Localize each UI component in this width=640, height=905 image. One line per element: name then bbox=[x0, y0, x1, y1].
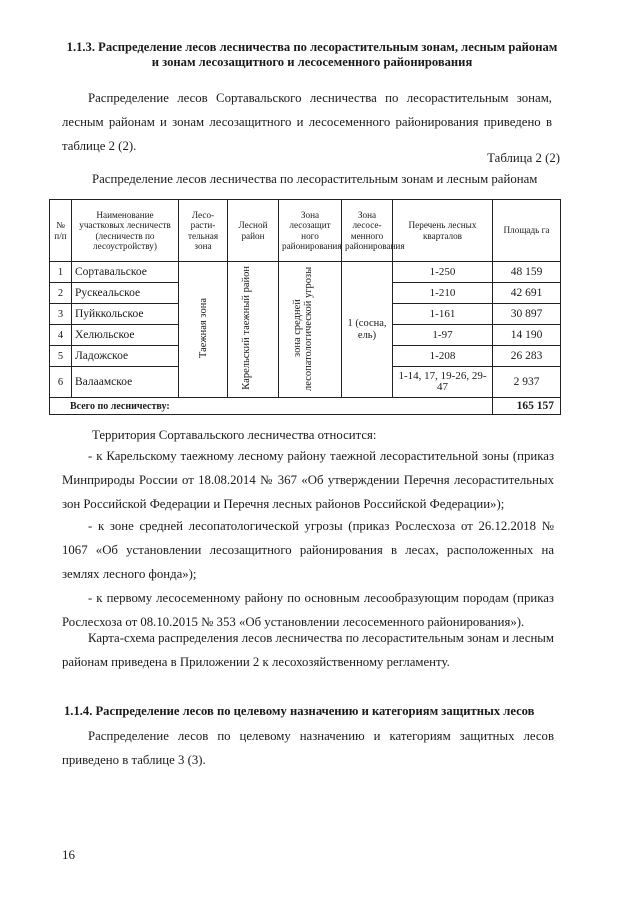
merged-protection-text: зона средней лесопатологической угрозы bbox=[292, 265, 314, 391]
row-quarters: 1-210 bbox=[393, 283, 493, 304]
section-113-title-line2: и зонам лесозащитного и лесосеменного районирования bbox=[151, 55, 473, 69]
merged-zone-cell bbox=[179, 262, 228, 398]
table-header-row bbox=[50, 200, 561, 262]
row-name: Пуйккольское bbox=[72, 304, 179, 325]
section-113-title-line1: 1.1.3. Распределение лесов лесничества по лесорастительным зонам, лесным районам bbox=[66, 40, 558, 54]
header-quarters: Перечень лесных кварталов bbox=[393, 200, 493, 262]
row-quarters: 1-97 bbox=[393, 325, 493, 346]
territory-intro: Территория Сортавальского лесничества относится: bbox=[92, 428, 377, 442]
merged-protection-cell bbox=[279, 262, 342, 398]
row-area: 26 283 bbox=[493, 346, 561, 367]
header-area: Площадь га bbox=[493, 200, 561, 262]
row-name: Сортавальское bbox=[72, 262, 179, 283]
territory-item-1: - к Карельскому таежному лесному району таежной лесорастительной зоны (приказ Минприроды России от 18.08.2014 № 367 «Об утверждении Перечня лесорастительных зон Российской Федерации и Перечня лесных районов Российской Федерации»); bbox=[62, 449, 554, 511]
row-area: 48 159 bbox=[493, 262, 561, 283]
territory-item-3: - к первому лесосеменному району по основным лесообразующим породам (приказ Рослесхоза от 08.10.2015 № 353 «Об установлении лесосеменного районирования»). bbox=[62, 591, 554, 629]
row-area: 42 691 bbox=[493, 283, 561, 304]
row-quarters: 1-250 bbox=[393, 262, 493, 283]
row-num: 5 bbox=[50, 346, 72, 367]
table-row bbox=[50, 262, 561, 283]
row-num: 4 bbox=[50, 325, 72, 346]
map-note: Карта-схема распределения лесов лесничества по лесорастительным зонам и лесным районам приведена в Приложении 2 к лесохозяйственному регламенту. bbox=[62, 631, 554, 669]
table-caption: Распределение лесов лесничества по лесорастительным зонам и лесным районам bbox=[92, 172, 538, 186]
row-num: 6 bbox=[50, 367, 72, 398]
total-value: 165 157 bbox=[493, 398, 561, 415]
row-name: Валаамское bbox=[72, 367, 179, 398]
merged-district-cell bbox=[228, 262, 279, 398]
section-114-title: 1.1.4. Распределение лесов по целевому назначению и категориям защитных лесов bbox=[64, 704, 535, 718]
header-seed-zone: Зона лесосе-менного районирования bbox=[342, 200, 393, 262]
page-number: 16 bbox=[62, 847, 75, 862]
total-label: Всего по лесничеству: bbox=[50, 398, 493, 415]
row-area: 30 897 bbox=[493, 304, 561, 325]
territory-item-2: - к зоне средней лесопатологической угрозы (приказ Рослесхоза от 26.12.2018 № 1067 «Об установлении лесозащитного районирования в лесах, расположенных на землях лесного фонда»); bbox=[62, 519, 554, 581]
row-name: Рускеальское bbox=[72, 283, 179, 304]
row-quarters: 1-14, 17, 19-26, 29-47 bbox=[393, 367, 493, 398]
row-area: 14 190 bbox=[493, 325, 561, 346]
merged-zone-text: Таежная зона bbox=[197, 297, 209, 359]
row-quarters: 1-208 bbox=[393, 346, 493, 367]
section-113-title bbox=[52, 40, 572, 70]
intro-paragraph: Распределение лесов Сортавальского лесничества по лесорастительным зонам, лесным районам и зонам лесозащитного и лесосеменного районирования приведено в таблице 2 (2). bbox=[62, 91, 552, 153]
row-num: 2 bbox=[50, 283, 72, 304]
section-114-text: Распределение лесов по целевому назначению и категориям защитных лесов приведено в таблице 3 (3). bbox=[62, 729, 554, 767]
merged-seed-text: 1 (сосна, ель) bbox=[347, 317, 387, 341]
header-num: № п/п bbox=[50, 200, 72, 262]
header-zone: Лесо-расти-тельная зона bbox=[179, 200, 228, 262]
row-name: Хелюльское bbox=[72, 325, 179, 346]
table-total-row bbox=[50, 398, 561, 415]
header-district: Лесной район bbox=[228, 200, 279, 262]
table-label: Таблица 2 (2) bbox=[487, 151, 560, 165]
header-name: Наименование участковых лесничеств (лесничеств по лесоустройству) bbox=[72, 200, 179, 262]
row-num: 1 bbox=[50, 262, 72, 283]
row-area: 2 937 bbox=[493, 367, 561, 398]
merged-seed-cell bbox=[342, 262, 393, 398]
row-num: 3 bbox=[50, 304, 72, 325]
row-quarters: 1-161 bbox=[393, 304, 493, 325]
forest-zones-table bbox=[49, 199, 561, 415]
row-name: Ладожское bbox=[72, 346, 179, 367]
header-protection-zone: Зона лесозащит ного районирования bbox=[279, 200, 342, 262]
merged-district-text: Карельский таежный район bbox=[241, 266, 252, 390]
